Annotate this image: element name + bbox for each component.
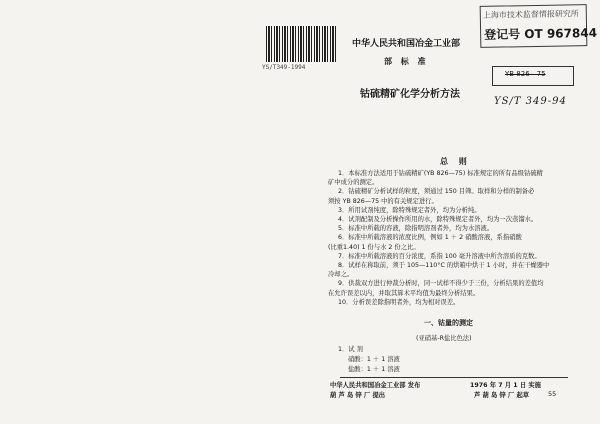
general-item: 须按 YB 826—75 中的有关规定进行。: [328, 197, 438, 205]
standard-type: 部 标 准: [384, 57, 429, 66]
stamp-registration-number: 登记号 OT 967844: [484, 25, 598, 42]
barcode-image: [266, 26, 336, 62]
general-item: 4．试剂配制及分析操作所用的水，除特殊规定者外，均为一次蒸馏水。: [338, 216, 538, 223]
reagent-item: 硝酸：1 ＋ 1 溶液: [348, 356, 400, 363]
standard-code-box: [492, 66, 574, 86]
cobalt-method: (亚硝基-R盐比色法): [416, 335, 472, 342]
general-item: 8．试样在称取前，须于 105—110°C 的烘箱中烘干 1 小时，并在干燥器中: [338, 262, 550, 269]
general-item: 2．钴硫精矿分析试样的粒度，须通过 150 目筛。取样和分样的制备必: [338, 188, 535, 196]
standard-code: YB 826—75: [505, 70, 546, 78]
barcode-text: YS/T349-1994: [262, 64, 306, 71]
general-item: (比重1.40) 1 份与水 2 份之比。: [328, 243, 420, 251]
general-item: 矿中成分的测定。: [328, 179, 379, 187]
general-item: 冷却之。: [328, 271, 354, 279]
footer-effective-date: 1976 年 7 月 1 日 实施: [470, 382, 541, 389]
general-item: 3．所用试剂纯度，除特殊规定者外，均为分析纯。: [338, 206, 481, 214]
handwritten-code: YS/T 349-94: [494, 96, 567, 107]
general-item: 在允许误差以内，并取其算术平均值为最终分析结果。: [328, 289, 480, 297]
issuer-name: 中华人民共和国冶金工业部: [352, 39, 461, 49]
general-item: 1．本标准方法适用于钴硫精矿(YB 826—75) 标准规定的所有品级钴硫精: [338, 170, 543, 177]
footer-rule: [340, 377, 568, 378]
footer-issued: 中华人民共和国冶金工业部 发布: [330, 382, 421, 389]
registration-stamp: [480, 4, 598, 48]
stamp-institution: 上海市技术监督情报研究所: [482, 9, 579, 20]
document-title: 钴硫精矿化学分析方法: [360, 89, 460, 100]
reagent-item: 盐酸：1 ＋ 1 溶液: [348, 366, 400, 373]
reagent-heading: 1．试 剂: [338, 346, 363, 353]
general-section-title: 总 则: [440, 157, 471, 166]
general-item: 9．供裁双方进行仲裁分析时，同一试样不得少于三份，分析结果的差值均: [338, 280, 544, 288]
general-item: 10．分析误差除指明者外，均为相对误差。: [338, 298, 460, 306]
cobalt-section-title: 一、钴量的测定: [424, 319, 473, 327]
general-item: 6．标准中所载溶液的浓度比例，例如 1 ＋ 2 硝酸溶液，系指硝酸: [338, 234, 522, 242]
general-item: 5．标准中所载的容液，除指明溶剂者外，均为水溶液。: [338, 225, 494, 233]
general-item: 7．标准中所载溶液的百分浓度，系指 100 毫升溶液中所含溶质的克数。: [338, 252, 541, 260]
page-number: 55: [548, 390, 557, 398]
footer-proposed: 葫 芦 岛 锌 厂 提出: [330, 392, 386, 399]
footer-drafted: 芦 葫 岛 锌 厂 起草: [474, 392, 530, 399]
